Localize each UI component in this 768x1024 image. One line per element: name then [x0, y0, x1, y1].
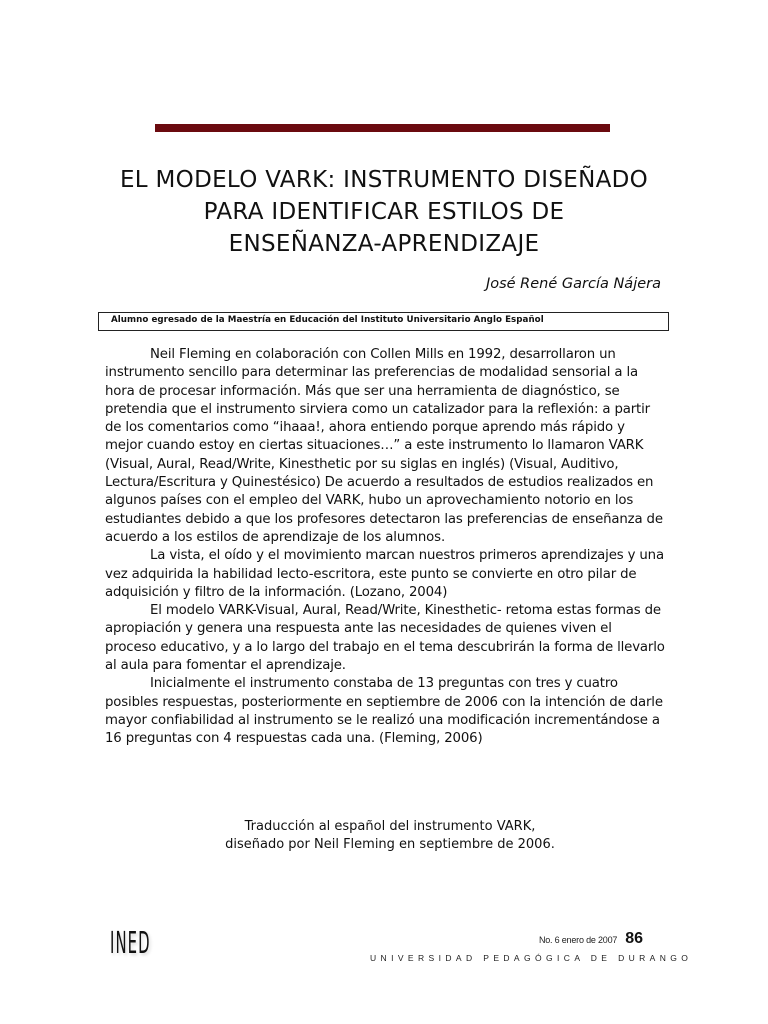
paragraph-1: Neil Fleming en colaboración con Collen Mills en 1992, desarrollaron un instrumento sencillo para determinar las preferencias de modalidad sensorial a la hora de procesar información. Más que ser una herramienta de diagnóstico, se pretendia que el instrumento sirviera como un catalizador para la reflexión: a partir de los comentarios como “ihaaa!, ahora entiendo porque aprendo más rápido y mejor cuando estoy en ciertas situaciones…” a este instrumento lo llamaron VARK (Visual, Aural, Read/Write, Kinesthetic por su siglas en inglés) (Visual, Auditivo, Lectura/Escritura y Quinestésico) De acuerdo a resultados de estudios realizados en algunos países con el empleo del VARK, hubo un aprovechamiento notorio en los estudiantes debido a que los profesores detectaron las preferencias de enseñanza de acuerdo a los estilos de aprendizaje de los alumnos.: [105, 347, 663, 545]
document-title: [100, 164, 668, 260]
issue-date: No. 6 enero de 2007: [538, 935, 618, 945]
article-body: [105, 346, 665, 749]
paragraph-4: Inicialmente el instrumento constaba de 13 preguntas con tres y cuatro posibles respuestas, posteriormente en septiembre de 2006 con la intención de darle mayor confiabilidad al instrumento se le realizó una modificación incrementándose a 16 preguntas con 4 respuestas cada una. (Fleming, 2006): [105, 676, 663, 747]
decorative-top-bar: [155, 124, 610, 132]
paragraph-2: La vista, el oído y el movimiento marcan nuestros primeros aprendizajes y una vez adquirida la habilidad lecto-escritora, este punto se convierte en otro pilar de adquisición y filtro de la información. (Lozano, 2004): [105, 548, 664, 600]
author-name: José René García Nájera: [485, 276, 661, 292]
title-line-2: PARA IDENTIFICAR ESTILOS DE: [203, 199, 565, 225]
section-caption: [180, 818, 600, 854]
title-line-1: EL MODELO VARK: INSTRUMENTO DISEÑADO: [119, 167, 649, 193]
title-line-3: ENSEÑANZA-APRENDIZAJE: [228, 231, 540, 257]
university-name: UNIVERSIDAD PEDAGÓGICA DE DURANGO: [370, 953, 693, 963]
ined-logo: INED: [110, 926, 151, 961]
caption-line-1: Traducción al español del instrumento VARK,: [244, 819, 536, 834]
affiliation-text: Alumno egresado de la Maestría en Educación del Instituto Universitario Anglo Español: [111, 315, 544, 325]
issue-info: [539, 930, 643, 948]
affiliation-box: [98, 312, 669, 331]
paragraph-3: El modelo VARK-Visual, Aural, Read/Write, Kinesthetic- retoma estas formas de apropiación y genera una respuesta ante las necesidades de quienes viven el proceso educativo, y a lo largo del trabajo en el tema descubrirán la forma de llevarlo al aula para fomentar el aprendizaje.: [105, 603, 665, 674]
page-number: 86: [625, 930, 643, 947]
caption-line-2: diseñado por Neil Fleming en septiembre de 2006.: [225, 837, 555, 852]
